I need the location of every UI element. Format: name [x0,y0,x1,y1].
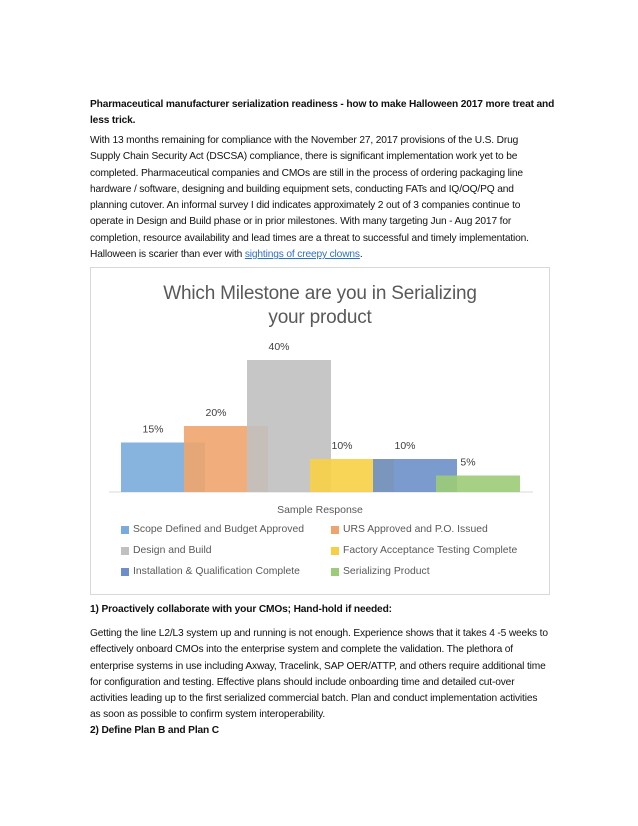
intro-line: hardware / software, designing and building equipment sets, conducting FATs and IQ/OQ/PQ and [90,183,514,195]
legend-swatch [121,568,129,576]
legend-item [331,545,517,556]
creepy-clowns-link[interactable]: sightings of creepy clowns [244,249,360,261]
article-title: Pharmaceutical manufacturer serialization readiness - how to make Halloween 2017 more treat and less trick. [90,99,555,127]
intro-line: With 13 months remaining for compliance with the November 27, 2017 provisions of the U.S. Drug [90,135,519,146]
chart-container [90,267,550,595]
section-1-line: as soon as possible to confirm system interoperability. [90,709,326,721]
data-label: 15% [142,423,164,436]
legend-swatch [121,526,129,534]
x-axis-label: Sample Response [277,504,363,516]
intro-line: operate in Design and Build phase or in prior milestones. With many targeting Jun - Aug 2017 for [90,216,512,228]
legend-label: Serializing Product [343,566,430,577]
intro-line: planning cutover. An informal survey I did indicates approximately 2 out of 3 companies continue to [90,200,521,212]
intro-line: completed. Pharmaceutical companies and CMOs are still in the process of ordering packaging line [90,167,523,179]
section-2-heading: 2) Define Plan B and Plan C [90,725,219,736]
data-label: 40% [268,341,290,353]
data-label: 10% [331,440,353,452]
section-1-line: effectively onboard CMOs into the enterprise system and complete the validation. The plethora of [90,644,513,656]
legend-label: URS Approved and P.O. Issued [343,524,488,535]
intro-line: Supply Chain Security Act (DSCSA) compliance, there is significant implementation work yet to be [90,151,518,163]
section-2 [90,723,560,739]
section-1-line: enterprise systems in use including Axway, Tracelink, SAP OER/ATTP, and others require additional time [90,660,546,672]
legend-item [121,566,300,577]
legend-swatch [331,547,339,555]
legend-swatch [121,547,129,555]
data-label: 20% [205,407,227,419]
legend-item [331,524,488,535]
section-1-line: Getting the line L2/L3 system up and running is not enough. Experience shows that it takes 4 -5 weeks to [90,628,548,639]
legend-label: Scope Defined and Budget Approved [133,524,304,535]
section-1-heading: 1) Proactively collaborate with your CMOs; Hand-hold if needed: [90,604,392,615]
section-1 [90,602,560,618]
legend-label: Design and Build [133,545,212,556]
data-label: 5% [460,456,476,469]
legend-label: Factory Acceptance Testing Complete [343,545,518,556]
bar-serializing-product [436,476,520,493]
chart-title-line: Which Milestone are you in Serializing [163,283,477,304]
article-title-block [90,97,560,130]
legend-swatch [331,568,339,576]
chart-title-line: your product [268,307,372,328]
legend-item [121,545,212,556]
legend-swatch [331,526,339,534]
section-1-line: for configuration and testing. Effective plans should include onboarding time and detailed cut-over [90,676,515,688]
intro-last-line-prefix: Halloween is scarier than ever with [90,249,245,261]
intro-line: completion, resource availability and lead times are a threat to successful and timely implementation. [90,232,529,244]
intro-last-line [90,247,560,263]
data-label: 10% [394,440,416,452]
legend-item [331,566,430,577]
section-1-body [90,626,560,724]
intro-last-line-suffix: . [359,249,363,261]
intro-paragraph [90,133,560,263]
legend-label: Installation & Qualification Complete [133,566,300,577]
legend-item [121,524,304,535]
section-1-line: activities leading up to the first serialized commercial batch. Plan and conduct implementation activities [90,693,538,705]
